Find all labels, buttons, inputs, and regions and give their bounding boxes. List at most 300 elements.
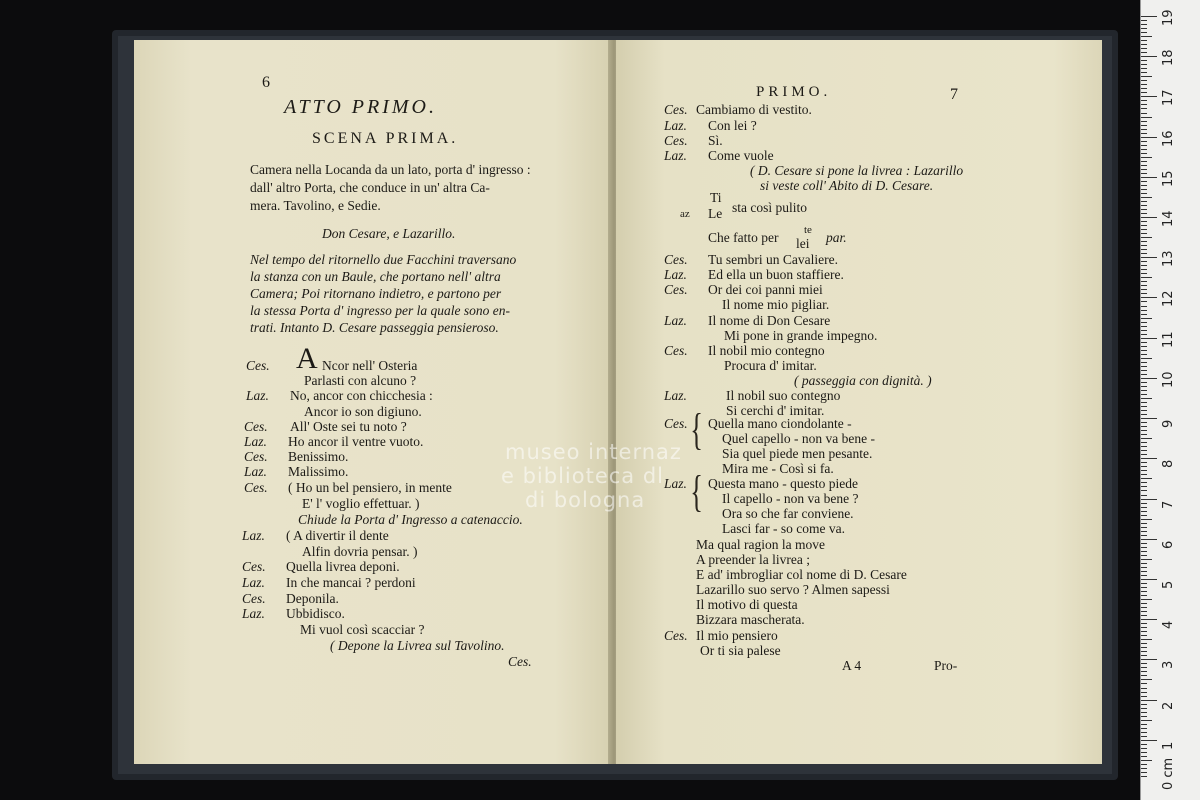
ruler-tick <box>1141 108 1147 109</box>
watermark-line: e biblioteca dl <box>501 464 665 488</box>
ruler-tick <box>1141 692 1147 693</box>
ruler-tick <box>1141 213 1147 214</box>
stage-direction-line: la stanza con un Baule, che portano nell' altra <box>250 269 501 284</box>
dialogue-line: Il nobil suo contegno <box>726 388 841 403</box>
ruler-tick <box>1141 269 1147 270</box>
speaker: Ces. <box>664 252 688 267</box>
ruler-tick <box>1141 40 1147 41</box>
ruler-number: 7 <box>1161 500 1176 509</box>
dialogue-line: No, ancor con chicchesia : <box>290 388 433 403</box>
ruler-tick <box>1141 700 1157 701</box>
ruler-tick <box>1141 587 1147 588</box>
ruler-tick <box>1141 165 1147 166</box>
speaker: Laz. <box>664 388 687 403</box>
ruler-tick <box>1141 704 1147 705</box>
dialogue-line: Or ti sia palese <box>700 643 781 658</box>
speaker: Laz. <box>244 464 267 479</box>
ruler-number: 11 <box>1161 331 1176 348</box>
ruler-tick <box>1141 334 1147 335</box>
split-word-upper: te <box>804 224 812 236</box>
setting-line: dall' altro Porta, che conduce in un' altra Ca- <box>250 180 490 195</box>
ruler-tick <box>1141 169 1147 170</box>
ruler-tick <box>1141 535 1147 536</box>
ruler-tick <box>1141 133 1147 134</box>
dialogue-line: Lasci far - so come va. <box>722 521 845 536</box>
ruler-tick <box>1141 36 1152 37</box>
ruler-tick <box>1141 257 1157 258</box>
running-head: PRIMO. <box>756 84 832 100</box>
split-word-upper: Ti <box>710 190 722 205</box>
dialogue-line: Benissimo. <box>288 449 349 464</box>
ruler-tick <box>1141 32 1147 33</box>
ruler-tick <box>1141 611 1147 612</box>
museum-watermark <box>501 440 682 512</box>
dialogue-line: Deponila. <box>286 591 339 606</box>
speaker: Ces. <box>244 419 268 434</box>
ruler-tick <box>1141 430 1147 431</box>
dialogue-line: Ancor io son digiuno. <box>304 404 422 419</box>
ruler-tick <box>1141 301 1147 302</box>
ruler-tick <box>1141 76 1152 77</box>
ruler-tick <box>1141 177 1157 178</box>
speaker: Laz. <box>244 434 267 449</box>
ruler-number: 9 <box>1161 419 1176 429</box>
split-word-lower: Le <box>708 206 723 221</box>
ruler-tick <box>1141 736 1147 737</box>
brace-glyph: { <box>690 467 703 516</box>
ruler-tick <box>1141 507 1147 508</box>
dialogue-line: Alfin dovria pensar. ) <box>302 544 418 559</box>
ruler-tick <box>1141 145 1147 146</box>
ruler-tick <box>1141 748 1147 749</box>
dialogue-line: Che fatto per <box>708 230 779 245</box>
ruler-tick <box>1141 285 1147 286</box>
ruler-tick <box>1141 482 1147 483</box>
dialogue-line: Mi vuol così scacciar ? <box>300 622 425 637</box>
ruler-tick <box>1141 382 1147 383</box>
speaker: Ces. <box>242 559 266 574</box>
dialogue-line: Il capello - non va bene ? <box>722 491 859 506</box>
dialogue-line: Mi pone in grande impegno. <box>724 328 878 343</box>
ruler-tick <box>1141 655 1147 656</box>
ruler-number: 6 <box>1161 540 1176 549</box>
measuring-ruler <box>1140 0 1200 800</box>
ruler-tick <box>1141 48 1147 49</box>
ruler-tick <box>1141 768 1147 769</box>
speaker: Ces. <box>664 102 688 117</box>
dialogue-line: ( A divertir il dente <box>286 528 389 543</box>
ruler-tick <box>1141 253 1147 254</box>
ruler-tick <box>1141 390 1147 391</box>
stage-direction: ( Depone la Livrea sul Tavolino. <box>330 638 505 653</box>
drop-cap: A <box>296 342 318 375</box>
ruler-tick <box>1141 547 1147 548</box>
ruler-tick <box>1141 221 1147 222</box>
ruler-tick <box>1141 410 1147 411</box>
ruler-tick <box>1141 181 1147 182</box>
ruler-tick <box>1141 289 1147 290</box>
ruler-tick <box>1141 237 1152 238</box>
ruler-tick <box>1141 24 1147 25</box>
ruler-tick <box>1141 474 1147 475</box>
dialogue-line: Ubbidisco. <box>286 606 345 621</box>
ruler-tick <box>1141 330 1147 331</box>
ruler-tick <box>1141 639 1152 640</box>
ruler-tick <box>1141 675 1147 676</box>
dialogue-line: par. <box>826 230 847 245</box>
ruler-tick <box>1141 137 1157 138</box>
ruler-tick <box>1141 104 1147 105</box>
ruler-tick <box>1141 647 1147 648</box>
dialogue-line: Il motivo di questa <box>696 597 798 612</box>
ruler-number: 10 <box>1161 371 1176 388</box>
stage-direction: si veste coll' Abito di D. Cesare. <box>760 178 934 193</box>
ruler-tick <box>1141 326 1147 327</box>
ruler-tick <box>1141 201 1147 202</box>
ruler-tick <box>1141 245 1147 246</box>
ruler-number: 12 <box>1161 290 1176 308</box>
ruler-tick <box>1141 225 1147 226</box>
dialogue-line: ( Ho un bel pensiero, in mente <box>288 480 452 495</box>
ruler-tick <box>1141 543 1147 544</box>
ruler-tick <box>1141 523 1147 524</box>
ruler-tick <box>1141 426 1147 427</box>
stage-direction: ( D. Cesare si pone la livrea : Lazarillo <box>750 163 964 178</box>
ruler-number: 16 <box>1161 130 1176 147</box>
ruler-tick <box>1141 527 1147 528</box>
ruler-tick <box>1141 117 1152 118</box>
ruler-tick <box>1141 402 1147 403</box>
ruler-tick <box>1141 358 1152 359</box>
speaker: Laz. <box>664 148 687 163</box>
ruler-tick <box>1141 418 1157 419</box>
ruler-tick <box>1141 478 1152 479</box>
ruler-tick <box>1141 92 1147 93</box>
ruler-number: 3 <box>1161 661 1176 670</box>
dialogue-line: Ed ella un buon staffiere. <box>708 267 844 282</box>
speaker: Laz. <box>246 388 269 403</box>
ruler-tick <box>1141 607 1147 608</box>
watermark-line: museo internaz <box>505 440 682 464</box>
ruler-tick <box>1141 64 1147 65</box>
signature-mark: A 4 <box>842 658 862 673</box>
ruler-tick <box>1141 466 1147 467</box>
catchword: Pro- <box>934 658 958 673</box>
ruler-tick <box>1141 193 1147 194</box>
stage-direction-line: trati. Intanto D. Cesare passeggia pensieroso. <box>250 320 499 335</box>
ruler-number: 17 <box>1161 89 1176 107</box>
ruler-tick <box>1141 732 1147 733</box>
ruler-tick <box>1141 519 1152 520</box>
dialogue-line: E' l' voglio effettuar. ) <box>302 496 420 511</box>
page-number: 6 <box>262 74 270 91</box>
ruler-tick <box>1141 772 1147 773</box>
ruler-tick <box>1141 273 1147 274</box>
ruler-number: 1 <box>1161 741 1176 750</box>
ruler-tick <box>1141 293 1147 294</box>
left-page <box>134 40 612 764</box>
ruler-tick <box>1141 651 1147 652</box>
split-word-lower: lei <box>796 236 810 251</box>
ruler-tick <box>1141 623 1147 624</box>
speaker: Laz. <box>664 118 687 133</box>
ruler-tick <box>1141 56 1157 57</box>
ruler-tick <box>1141 671 1147 672</box>
ruler-tick <box>1141 322 1147 323</box>
ruler-tick <box>1141 394 1147 395</box>
speaker: Ces. <box>244 480 268 495</box>
speaker: Laz. <box>242 606 265 621</box>
dialogue-line: Quel capello - non va bene - <box>722 431 875 446</box>
watermark-line: di bologna <box>525 488 646 512</box>
brace-glyph: { <box>690 405 703 454</box>
dialogue-line: Si cerchi d' imitar. <box>726 403 825 418</box>
dialogue-line: Il nome mio pigliar. <box>722 297 830 312</box>
ruler-tick <box>1141 744 1147 745</box>
ruler-tick <box>1141 318 1152 319</box>
ruler-tick <box>1141 756 1147 757</box>
ruler-tick <box>1141 265 1147 266</box>
speaker: Laz. <box>664 476 687 491</box>
ruler-tick <box>1141 217 1157 218</box>
speaker: Ces. <box>246 358 270 373</box>
ruler-tick <box>1141 462 1147 463</box>
ruler-tick <box>1141 362 1147 363</box>
ruler-tick <box>1141 398 1152 399</box>
ruler-tick <box>1141 129 1147 130</box>
ruler-tick <box>1141 511 1147 512</box>
dialogue-line: Sia quel piede men pesante. <box>722 446 873 461</box>
dialogue-line: Quella livrea deponi. <box>286 559 400 574</box>
ruler-tick <box>1141 712 1147 713</box>
characters: Don Cesare, e Lazarillo. <box>322 226 456 241</box>
ruler-tick <box>1141 141 1147 142</box>
dialogue-line: Bizzara mascherata. <box>696 612 805 627</box>
ruler-tick <box>1141 342 1147 343</box>
ruler-tick <box>1141 579 1157 580</box>
ruler-tick <box>1141 100 1147 101</box>
stage-direction-line: Nel tempo del ritornello due Facchini traversano <box>250 252 517 267</box>
ruler-tick <box>1141 88 1147 89</box>
ruler-tick <box>1141 346 1147 347</box>
ruler-tick <box>1141 153 1147 154</box>
ruler-tick <box>1141 619 1157 620</box>
dialogue-line: Ho ancor il ventre vuoto. <box>288 434 424 449</box>
ruler-tick <box>1141 366 1147 367</box>
ruler-tick <box>1141 486 1147 487</box>
ruler-tick <box>1141 233 1147 234</box>
ruler-tick <box>1141 44 1147 45</box>
ruler-tick <box>1141 716 1147 717</box>
ruler-tick <box>1141 515 1147 516</box>
ruler-tick <box>1141 663 1147 664</box>
dialogue-line: Il nome di Don Cesare <box>708 313 831 328</box>
dialogue-line: Tu sembri un Cavaliere. <box>708 252 838 267</box>
ruler-tick <box>1141 354 1147 355</box>
ruler-tick <box>1141 370 1147 371</box>
ruler-tick <box>1141 539 1157 540</box>
ruler-number: 8 <box>1161 460 1176 469</box>
ruler-tick <box>1141 338 1157 339</box>
stage-direction-line: Camera; Poi ritornano indietro, e partono per <box>250 286 502 301</box>
ruler-tick <box>1141 173 1147 174</box>
ruler-tick <box>1141 615 1147 616</box>
ruler-tick <box>1141 185 1147 186</box>
ruler-tick <box>1141 567 1147 568</box>
ruler-tick <box>1141 591 1147 592</box>
setting-line: mera. Tavolino, e Sedie. <box>250 198 381 213</box>
ruler-tick <box>1141 96 1157 97</box>
ruler-tick <box>1141 531 1147 532</box>
ruler-tick <box>1141 458 1157 459</box>
ruler-tick <box>1141 80 1147 81</box>
dialogue-line: Mira me - Così si fa. <box>722 461 834 476</box>
dialogue-line: Il nobil mio contegno <box>708 343 825 358</box>
ruler-number: 18 <box>1161 49 1176 67</box>
scene-title: SCENA PRIMA. <box>312 130 459 147</box>
ruler-tick <box>1141 72 1147 73</box>
ruler-tick <box>1141 261 1147 262</box>
ruler-tick <box>1141 659 1157 660</box>
ruler-tick <box>1141 125 1147 126</box>
speaker: Ces. <box>664 416 688 431</box>
dialogue-line: Questa mano - questo piede <box>708 476 858 491</box>
speaker: Laz. <box>242 528 265 543</box>
dialogue-line: Ncor nell' Osteria <box>322 358 418 373</box>
stage-direction: ( passeggia con dignità. ) <box>794 373 932 388</box>
ruler-tick <box>1141 249 1147 250</box>
ruler-tick <box>1141 563 1147 564</box>
ruler-tick <box>1141 16 1157 17</box>
dialogue-line: Parlasti con alcuno ? <box>304 373 417 388</box>
ruler-tick <box>1141 438 1152 439</box>
ruler-tick <box>1141 679 1152 680</box>
speaker: Laz. <box>664 313 687 328</box>
ruler-tick <box>1141 643 1147 644</box>
dialogue-line: sta così pulito <box>732 200 807 215</box>
ruler-tick <box>1141 306 1147 307</box>
ruler-tick <box>1141 667 1147 668</box>
ruler-tick <box>1141 454 1147 455</box>
ruler-tick <box>1141 197 1152 198</box>
ruler-tick <box>1141 760 1152 761</box>
ruler-tick <box>1141 776 1147 777</box>
ruler-tick <box>1141 688 1147 689</box>
dialogue-line: All' Oste sei tu noto ? <box>290 419 407 434</box>
ruler-tick <box>1141 720 1152 721</box>
dialogue-line: Ora so che far conviene. <box>722 506 854 521</box>
ruler-tick <box>1141 374 1147 375</box>
stage-direction: Chiude la Porta d' Ingresso a catenaccio. <box>298 512 523 527</box>
ruler-tick <box>1141 297 1157 298</box>
ruler-tick <box>1141 28 1147 29</box>
ruler-tick <box>1141 631 1147 632</box>
dialogue-line: Come vuole <box>708 148 774 163</box>
dialogue-line: Malissimo. <box>288 464 349 479</box>
ruler-tick <box>1141 559 1152 560</box>
ruler-tick <box>1141 84 1147 85</box>
stage-direction-line: la stessa Porta d' ingresso per la quale sono en- <box>250 303 511 318</box>
act-title: ATTO PRIMO. <box>284 96 437 118</box>
speaker: Ces. <box>242 591 266 606</box>
ruler-number: 19 <box>1161 9 1176 26</box>
ruler-tick <box>1141 450 1147 451</box>
dialogue-line: Cambiamo di vestito. <box>696 102 812 117</box>
dialogue-line: E ad' imbrogliar col nome di D. Cesare <box>696 567 907 582</box>
ruler-tick <box>1141 555 1147 556</box>
ruler-tick <box>1141 708 1147 709</box>
ruler-tick <box>1141 724 1147 725</box>
ruler-tick <box>1141 683 1147 684</box>
ruler-number: 13 <box>1161 250 1176 268</box>
dialogue-line: Con lei ? <box>708 118 757 133</box>
speaker: Ces. <box>664 628 688 643</box>
dialogue-line: Procura d' imitar. <box>724 358 817 373</box>
ruler-tick <box>1141 490 1147 491</box>
speaker: Ces. <box>664 282 688 297</box>
ruler-tick <box>1141 189 1147 190</box>
ruler-tick <box>1141 583 1147 584</box>
dialogue-line: Il mio pensiero <box>696 628 778 643</box>
ruler-tick <box>1141 575 1147 576</box>
right-page <box>616 40 1102 764</box>
dialogue-line: Lazarillo suo servo ? Almen sapessi <box>696 582 890 597</box>
ruler-number: 15 <box>1161 170 1176 187</box>
ruler-tick <box>1141 503 1147 504</box>
ruler-tick <box>1141 52 1147 53</box>
ruler-tick <box>1141 406 1147 407</box>
ruler-tick <box>1141 229 1147 230</box>
dialogue-line: Sì. <box>708 133 723 148</box>
ruler-tick <box>1141 281 1147 282</box>
ruler-tick <box>1141 442 1147 443</box>
ruler-number: 5 <box>1161 580 1176 589</box>
ruler-tick <box>1141 752 1147 753</box>
ruler-tick <box>1141 149 1147 150</box>
ruler-tick <box>1141 434 1147 435</box>
ruler-tick <box>1141 446 1147 447</box>
speaker: Ces. <box>664 343 688 358</box>
catchword: Ces. <box>508 654 532 669</box>
ruler-tick <box>1141 728 1147 729</box>
ruler-tick <box>1141 495 1147 496</box>
ruler-tick <box>1141 551 1147 552</box>
ruler-number: 14 <box>1161 210 1176 228</box>
dialogue-line: Quella mano ciondolante - <box>708 416 852 431</box>
ruler-tick <box>1141 350 1147 351</box>
speaker: Laz. <box>242 575 265 590</box>
ruler-tick <box>1141 209 1147 210</box>
ruler-number: 4 <box>1161 620 1176 630</box>
speaker: Ces. <box>244 449 268 464</box>
ruler-tick <box>1141 696 1147 697</box>
ruler-tick <box>1141 603 1147 604</box>
ruler-tick <box>1141 20 1147 21</box>
ruler-tick <box>1141 386 1147 387</box>
ruler-tick <box>1141 161 1147 162</box>
ruler-tick <box>1141 205 1147 206</box>
ruler-tick <box>1141 378 1157 379</box>
ruler-number: 0 cm <box>1161 757 1176 790</box>
ruler-tick <box>1141 60 1147 61</box>
ruler-tick <box>1141 499 1157 500</box>
ruler-tick <box>1141 113 1147 114</box>
ruler-tick <box>1141 422 1147 423</box>
ruler-tick <box>1141 740 1157 741</box>
ruler-tick <box>1141 635 1147 636</box>
ruler-tick <box>1141 121 1147 122</box>
ruler-tick <box>1141 571 1147 572</box>
